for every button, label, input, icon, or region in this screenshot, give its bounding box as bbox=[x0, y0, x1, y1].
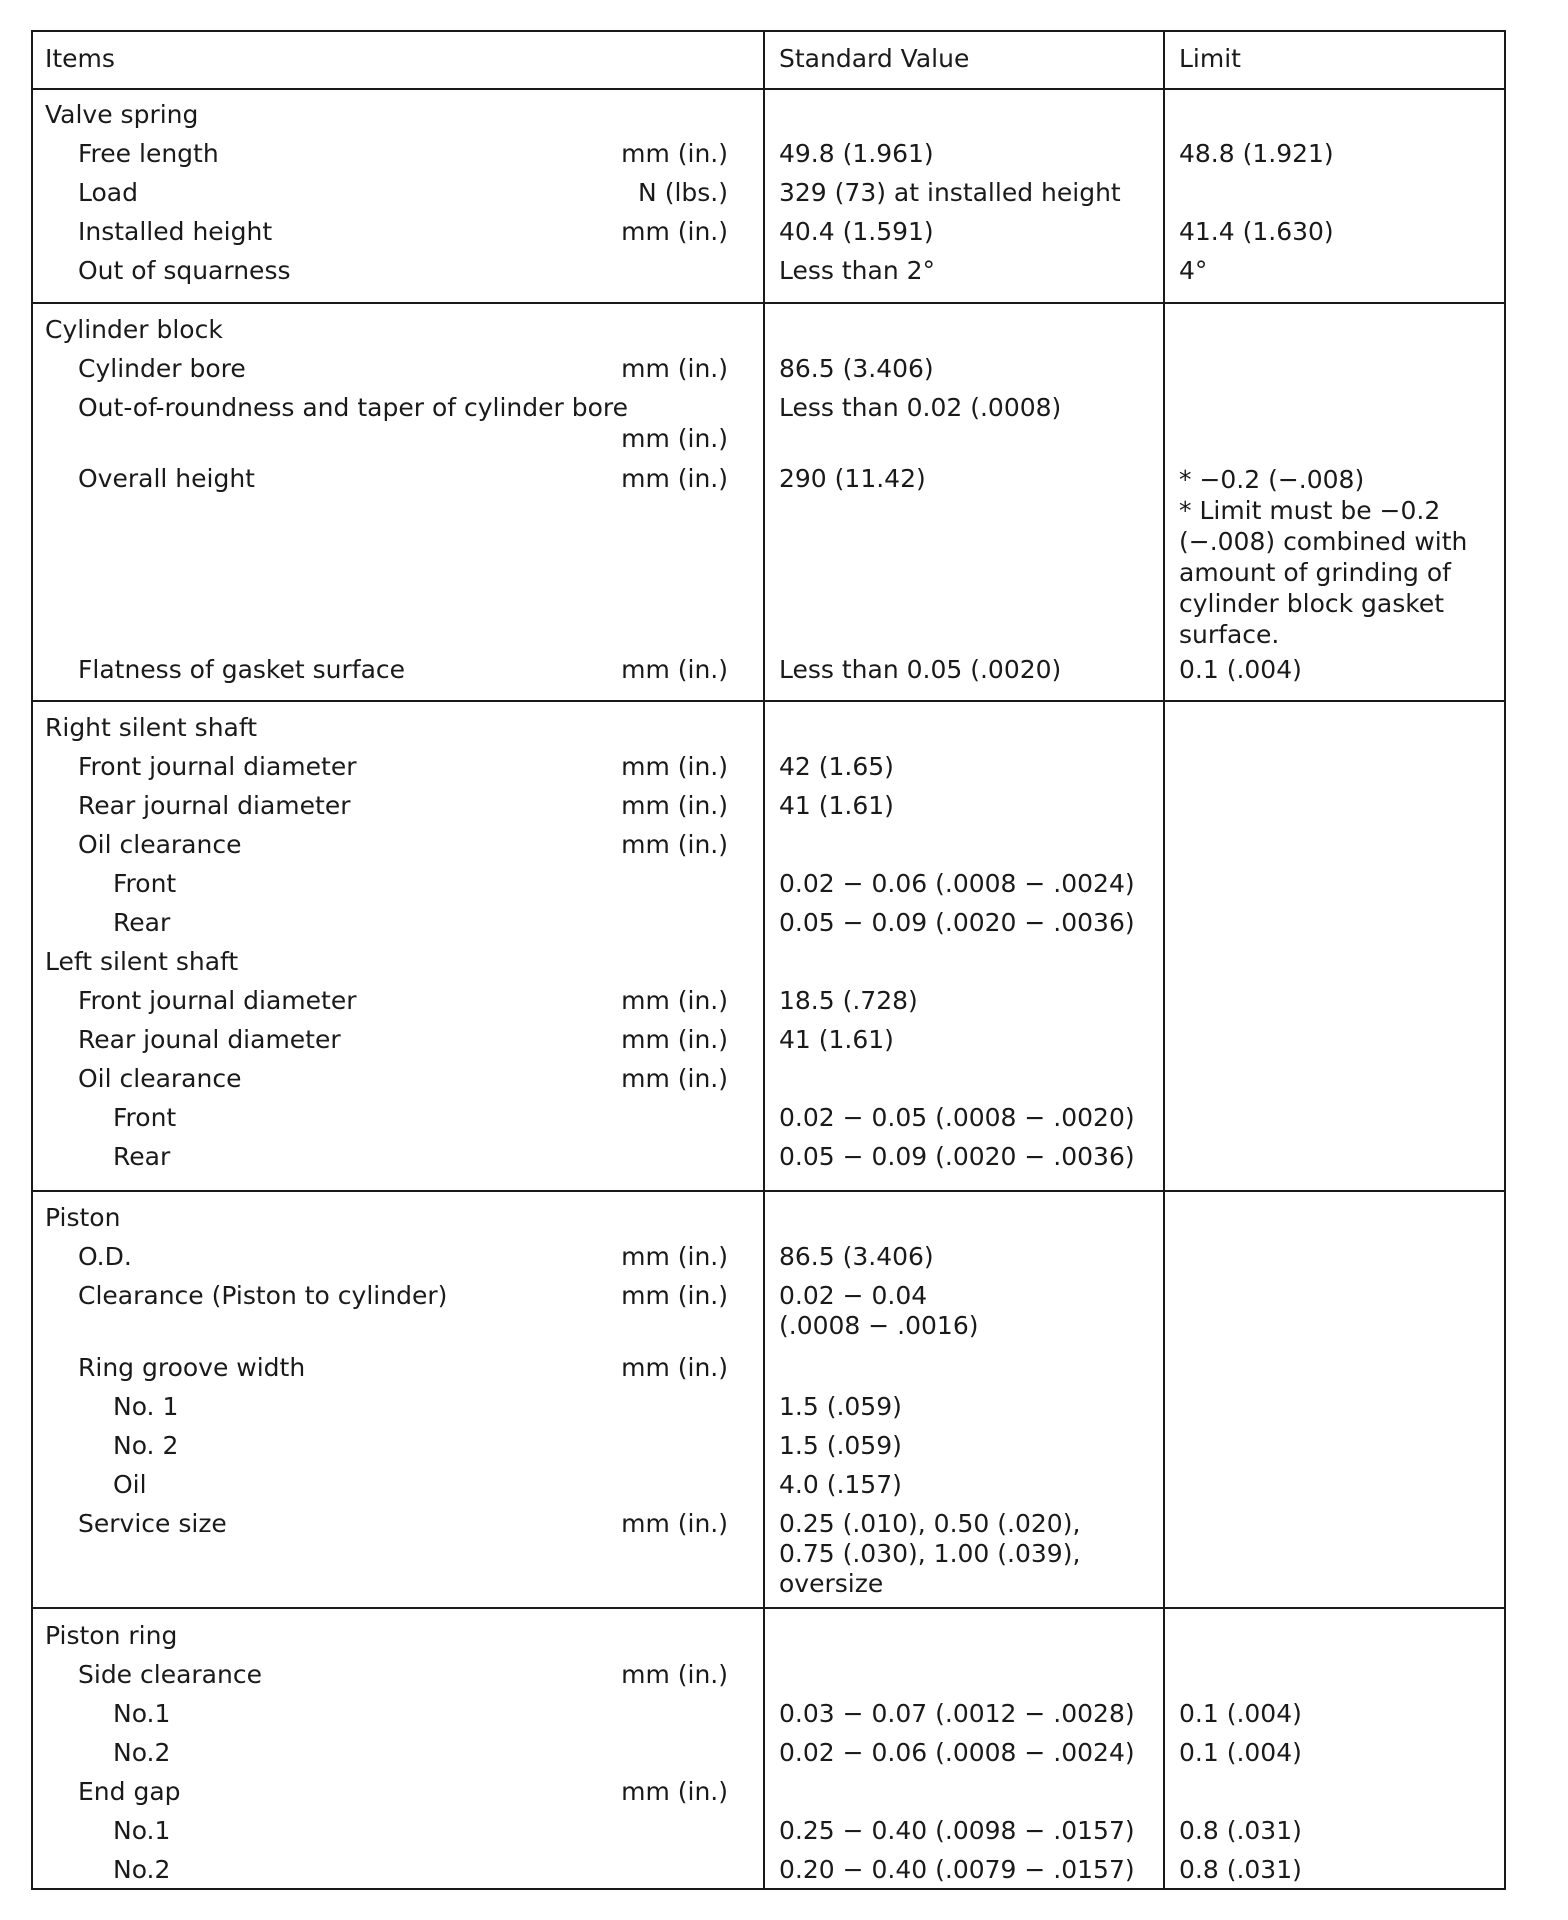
item-label: Front journal diameter bbox=[78, 986, 357, 1015]
item-label: Flatness of gasket surface bbox=[78, 655, 406, 684]
standard-value: 0.05 − 0.09 (.0020 − .0036) bbox=[779, 1142, 1135, 1171]
spec-table bbox=[31, 30, 1506, 1890]
unit-label: N (lbs.) bbox=[638, 178, 728, 207]
unit-label: mm (in.) bbox=[621, 1025, 728, 1054]
limit-note-line: (−.008) combined with bbox=[1179, 527, 1468, 556]
item-label: No.1 bbox=[113, 1699, 171, 1728]
item-label: Cylinder bore bbox=[78, 354, 246, 383]
limit-note-line: amount of grinding of bbox=[1179, 558, 1451, 587]
standard-value: 290 (11.42) bbox=[779, 464, 926, 493]
header-standard-value: Standard Value bbox=[779, 44, 970, 73]
item-label: Rear journal diameter bbox=[78, 791, 351, 820]
header-divider bbox=[33, 88, 1504, 90]
standard-value: 40.4 (1.591) bbox=[779, 217, 934, 246]
standard-value: 0.03 − 0.07 (.0012 − .0028) bbox=[779, 1699, 1135, 1728]
standard-value: 49.8 (1.961) bbox=[779, 139, 934, 168]
standard-value: 86.5 (3.406) bbox=[779, 1242, 934, 1271]
section-title: Piston ring bbox=[45, 1621, 178, 1650]
unit-label: mm (in.) bbox=[621, 655, 728, 684]
standard-value: 18.5 (.728) bbox=[779, 986, 918, 1015]
item-label: Ring groove width bbox=[78, 1353, 306, 1382]
item-label: Rear jounal diameter bbox=[78, 1025, 341, 1054]
limit-value: 0.8 (.031) bbox=[1179, 1816, 1302, 1845]
unit-label: mm (in.) bbox=[621, 1509, 728, 1538]
standard-value: Less than 0.05 (.0020) bbox=[779, 655, 1062, 684]
section-title: Valve spring bbox=[45, 100, 199, 129]
standard-value: 42 (1.65) bbox=[779, 752, 894, 781]
item-label: O.D. bbox=[78, 1242, 132, 1271]
item-label: Clearance (Piston to cylinder) bbox=[78, 1281, 448, 1310]
item-label: Rear bbox=[113, 908, 171, 937]
unit-label: mm (in.) bbox=[621, 791, 728, 820]
item-label: Side clearance bbox=[78, 1660, 262, 1689]
item-label: No.1 bbox=[113, 1816, 171, 1845]
standard-value: 4.0 (.157) bbox=[779, 1470, 902, 1499]
standard-value: 1.5 (.059) bbox=[779, 1431, 902, 1460]
item-label: Out of squarness bbox=[78, 256, 291, 285]
header-items: Items bbox=[45, 44, 115, 73]
standard-value: 0.25 (.010), 0.50 (.020), bbox=[779, 1509, 1081, 1538]
unit-label: mm (in.) bbox=[621, 139, 728, 168]
unit-label: mm (in.) bbox=[621, 1281, 728, 1310]
standard-value: (.0008 − .0016) bbox=[779, 1311, 979, 1340]
standard-value: 0.25 − 0.40 (.0098 − .0157) bbox=[779, 1816, 1135, 1845]
limit-value: 41.4 (1.630) bbox=[1179, 217, 1334, 246]
limit-value: 0.1 (.004) bbox=[1179, 655, 1302, 684]
unit-label: mm (in.) bbox=[621, 1064, 728, 1093]
item-label: Installed height bbox=[78, 217, 273, 246]
column-divider-standard bbox=[763, 32, 765, 1888]
limit-note-line: * Limit must be −0.2 bbox=[1179, 496, 1441, 525]
limit-value: 48.8 (1.921) bbox=[1179, 139, 1334, 168]
standard-value: Less than 2° bbox=[779, 256, 936, 285]
item-label: Rear bbox=[113, 1142, 171, 1171]
standard-value: 0.20 − 0.40 (.0079 − .0157) bbox=[779, 1855, 1135, 1884]
standard-value: 86.5 (3.406) bbox=[779, 354, 934, 383]
standard-value: 41 (1.61) bbox=[779, 1025, 894, 1054]
standard-value: 329 (73) at installed height bbox=[779, 178, 1121, 207]
limit-value: 4° bbox=[1179, 256, 1208, 285]
standard-value: 0.05 − 0.09 (.0020 − .0036) bbox=[779, 908, 1135, 937]
unit-label: mm (in.) bbox=[621, 1242, 728, 1271]
item-label: Service size bbox=[78, 1509, 227, 1538]
column-divider-limit bbox=[1163, 32, 1165, 1888]
unit-label: mm (in.) bbox=[621, 354, 728, 383]
standard-value: 0.02 − 0.05 (.0008 − .0020) bbox=[779, 1103, 1135, 1132]
standard-value: 0.75 (.030), 1.00 (.039), bbox=[779, 1539, 1081, 1568]
item-label: No.2 bbox=[113, 1738, 171, 1767]
item-label: End gap bbox=[78, 1777, 181, 1806]
section-divider bbox=[33, 1607, 1504, 1609]
standard-value: 0.02 − 0.06 (.0008 − .0024) bbox=[779, 1738, 1135, 1767]
standard-value: Less than 0.02 (.0008) bbox=[779, 393, 1062, 422]
standard-value: 41 (1.61) bbox=[779, 791, 894, 820]
unit-label: mm (in.) bbox=[621, 986, 728, 1015]
item-label: No.2 bbox=[113, 1855, 171, 1884]
item-label: Front journal diameter bbox=[78, 752, 357, 781]
standard-value: 0.02 − 0.06 (.0008 − .0024) bbox=[779, 869, 1135, 898]
unit-label: mm (in.) bbox=[621, 752, 728, 781]
item-label: Free length bbox=[78, 139, 219, 168]
unit-label: mm (in.) bbox=[621, 217, 728, 246]
limit-note-line: * −0.2 (−.008) bbox=[1179, 465, 1365, 494]
unit-label: mm (in.) bbox=[621, 424, 728, 453]
unit-label: mm (in.) bbox=[621, 1353, 728, 1382]
item-label: Overall height bbox=[78, 464, 255, 493]
standard-value: 0.02 − 0.04 bbox=[779, 1281, 928, 1310]
item-label: No. 1 bbox=[113, 1392, 179, 1421]
section-divider bbox=[33, 700, 1504, 702]
section-title: Right silent shaft bbox=[45, 713, 258, 742]
limit-note bbox=[1179, 464, 1479, 650]
section-title: Left silent shaft bbox=[45, 947, 239, 976]
limit-value: 0.1 (.004) bbox=[1179, 1738, 1302, 1767]
section-title: Piston bbox=[45, 1203, 121, 1232]
item-label: Oil clearance bbox=[78, 830, 242, 859]
unit-label: mm (in.) bbox=[621, 1777, 728, 1806]
limit-note-line: cylinder block gasket bbox=[1179, 589, 1445, 618]
item-label: Oil bbox=[113, 1470, 147, 1499]
unit-label: mm (in.) bbox=[621, 1660, 728, 1689]
item-label: Oil clearance bbox=[78, 1064, 242, 1093]
item-label: Out-of-roundness and taper of cylinder bore bbox=[78, 393, 629, 422]
unit-label: mm (in.) bbox=[621, 464, 728, 493]
item-label: Front bbox=[113, 1103, 177, 1132]
limit-value: 0.1 (.004) bbox=[1179, 1699, 1302, 1728]
section-title: Cylinder block bbox=[45, 315, 223, 344]
item-label: No. 2 bbox=[113, 1431, 179, 1460]
standard-value: 1.5 (.059) bbox=[779, 1392, 902, 1421]
limit-value: 0.8 (.031) bbox=[1179, 1855, 1302, 1884]
limit-note-line: surface. bbox=[1179, 620, 1280, 649]
standard-value: oversize bbox=[779, 1569, 884, 1598]
item-label: Load bbox=[78, 178, 138, 207]
section-divider bbox=[33, 302, 1504, 304]
unit-label: mm (in.) bbox=[621, 830, 728, 859]
item-label: Front bbox=[113, 869, 177, 898]
section-divider bbox=[33, 1190, 1504, 1192]
header-limit: Limit bbox=[1179, 44, 1241, 73]
